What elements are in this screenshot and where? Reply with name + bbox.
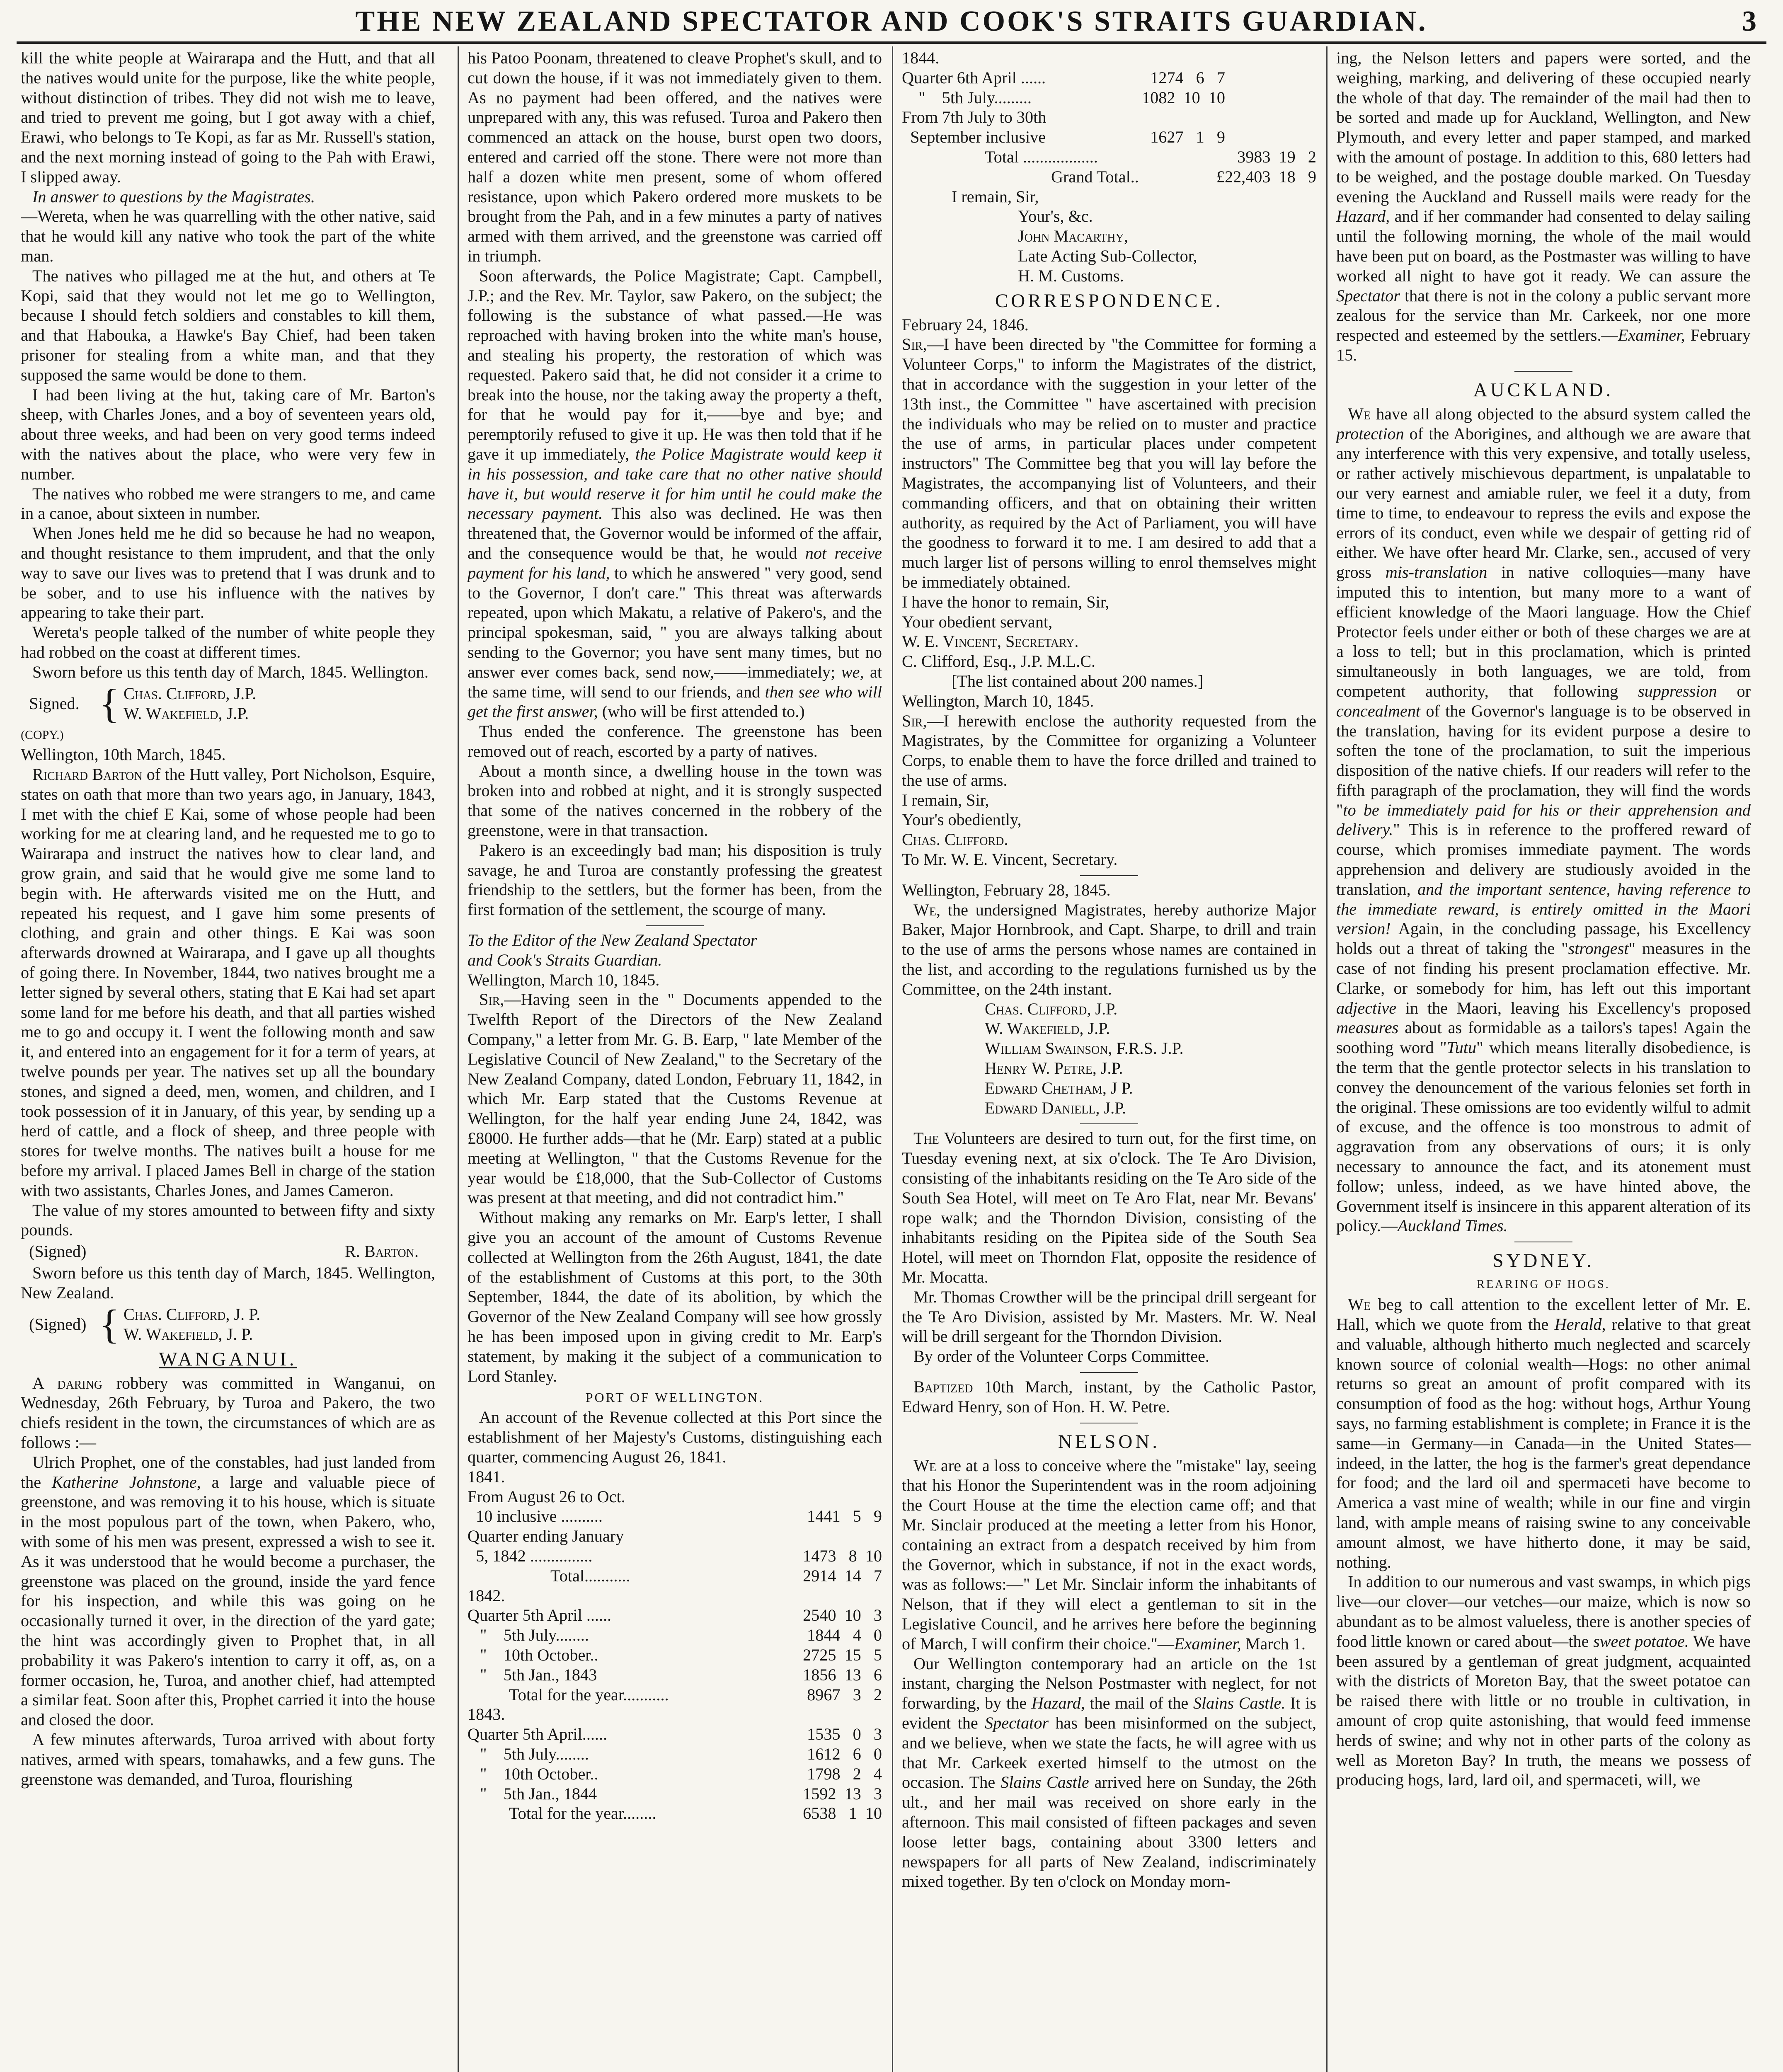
signatory: Chas. Clifford, J.P. <box>124 684 257 703</box>
letter-heading: and Cook's Straits Guardian. <box>468 950 662 969</box>
lead-in: A daring <box>32 1373 103 1392</box>
subheading: In answer to questions by the Magistrates. <box>32 187 315 206</box>
paragraph: his Patoo Poonam, threatened to cleave Prophet's skull, and to cut down the house, if it was not immediately given to them. As no payment had been offered, and the natives were unprepared with any, this was refused. Turoa and Pakero then commenced an attack on the house, burst open two doors, entered and carried off the stone. There were not more than half a dozen white men present, some of whom offered resistance, upon which Pakero ordered more muskets to be brought from the Pah, and in a few minutes a party of natives armed with them arrived, and the greenstone was carried off in triumph. <box>468 48 882 265</box>
paragraph: Thus ended the conference. The greenstone has been removed out of reach, escorted by a party of natives. <box>468 722 882 760</box>
signed-label: (Signed) <box>29 1242 87 1261</box>
source-citation: Examiner, <box>1174 1634 1241 1653</box>
section-heading: WANGANUI. <box>159 1348 297 1370</box>
divider <box>902 1367 1316 1376</box>
paragraph: kill the white people at Wairarapa and the Hutt, and that all the natives would unite for the purpose, like the white people, without distinction of tribes. They did not wish me to leave, and tried to prevent me going, but I got away with a chief, Erawi, who belongs to Te Kopi, as far as Mr. Russell's station, and the next morning instead of going to the Pah with Erawi, I slipped away. <box>21 48 435 186</box>
table-row <box>468 1506 882 1526</box>
section-heading: PORT OF WELLINGTON. <box>585 1390 764 1405</box>
lead-in: The <box>913 1129 939 1148</box>
section-heading: SYDNEY. <box>1492 1250 1594 1272</box>
signatory: Chas. Clifford. <box>902 830 1008 849</box>
paragraph: Wereta's people talked of the number of white people they had robbed on the coast at different times. <box>21 623 435 661</box>
column-rule <box>1326 46 1328 2072</box>
dateline: Wellington, 10th March, 1845. <box>21 745 226 764</box>
lead-in: We <box>1348 1295 1371 1314</box>
signed-label: (Signed) <box>29 1314 87 1334</box>
row-label: Quarter ending January <box>468 1527 624 1546</box>
year-label: 1842. <box>468 1586 505 1605</box>
paragraph: I had been living at the hut, taking care of Mr. Barton's sheep, with Charles Jones, and a boy of seventeen years old, about three weeks, and had been on very good terms indeed with the natives about the place, who were very few in number. <box>21 385 435 483</box>
letter-heading: To the Editor of the New Zealand Spectator <box>468 931 757 950</box>
column-3 <box>902 48 1316 1891</box>
total-label: Total........... <box>550 1566 630 1585</box>
paragraph: Baptized 10th March, instant, by the Catholic Pastor, Edward Henry, son of Hon. H. W. Petre. <box>902 1377 1316 1416</box>
divider <box>1336 1237 1751 1246</box>
closing: I remain, Sir, <box>952 187 1039 206</box>
signed-label: Signed. <box>29 694 80 713</box>
addressee: To Mr. W. E. Vincent, Secretary. <box>902 850 1118 869</box>
closing: I remain, Sir, <box>902 790 989 809</box>
grand-total-amount: £22,403 18 9 <box>1216 167 1316 186</box>
paragraph: The Volunteers are desired to turn out, for the first time, on Tuesday evening next, at six o'clock. The Te Aro Division, consisting of the inhabitants residing on the Te Aro side of the South Sea Hotel, will meet on Te Aro Flat, near Mr. Bevans' rope walk; and the Thorndon Division, consisting of the inhabitants residing on the Pipitea side of the South Sea Hotel, will meet on Thorndon Flat, opposite the residence of Mr. Mocatta. <box>902 1129 1316 1287</box>
brace: { <box>99 680 119 726</box>
paragraph: Pakero is an exceedingly bad man; his disposition is truly savage, he and Turoa are constantly professing the greatest friendship to the settlers, but the former has been, from the first formation of the settlement, the scourge of many. <box>468 840 882 919</box>
paragraph: A daring robbery was committed in Wanganui, on Wednesday, 26th February, by Turoa and Pakero, the two chiefs resident in the town, the circumstances of which are as follows :— <box>21 1373 435 1452</box>
row-amount: 1627 1 9 <box>1150 128 1225 147</box>
closing: Your's obediently, <box>902 810 1022 829</box>
magistrate-name: Henry W. Petre, J.P. <box>985 1059 1123 1078</box>
magistrate-name: Edward Chetham, J P. <box>985 1078 1133 1097</box>
table-row <box>902 127 1225 147</box>
source-citation: Examiner, <box>1618 326 1685 345</box>
magistrate-list <box>902 999 1316 1118</box>
signatory: W. E. Vincent, Secretary. <box>902 632 1079 651</box>
paragraph: The natives who robbed me were strangers to me, and came in a canoe, about sixteen in number. <box>21 484 435 523</box>
grand-total-row <box>902 167 1316 187</box>
signatory: John Macarthy, <box>1018 227 1128 246</box>
copy-label: (COPY.) <box>21 728 64 742</box>
total-label: Total for the year........ <box>509 1804 657 1823</box>
paragraph: By order of the Volunteer Corps Committee. <box>913 1347 1209 1366</box>
signatory-title: Late Acting Sub-Collector, <box>1018 246 1197 265</box>
year-label: 1844. <box>902 48 940 67</box>
section-heading: CORRESPONDENCE. <box>995 290 1223 312</box>
paragraph: ing, the Nelson letters and papers were sorted, and the weighing, marking, and delivering of these occupied nearly the whole of that day. The remainder of the mail had then to be sorted and made up for Auckland, Wellington, and New Plymouth, and every letter and paper stamped, and marked with the amount of postage. In addition to this, 680 letters had to be weighed, and the postage double marked. On Tuesday evening the Auckland and Russell mails were ready for the Hazard, and if her commander had consented to delay sailing until the following morning, the whole of the mail would have been put on board, as the Postmaster was willing to have worked all night to have got it ready. We can assure the Spectator that there is not in the colony a public servant more zealous for the service than Mr. Carkeek, nor one more respected and esteemed by the settlers.—Examiner, February 15. <box>1336 48 1751 364</box>
total-amount: 8967 3 2 <box>807 1685 882 1704</box>
divider <box>1336 366 1751 375</box>
dateline: Wellington, March 10, 1845. <box>902 691 1094 710</box>
paragraph: Sir,—Having seen in the " Documents appended to the Twelfth Report of the Directors of the New Zealand Company," a letter from Mr. G. B. Earp, " late Member of the Legislative Council of New Zealand," to the Secretary of the New Zealand Company, dated London, February 11, 1842, in which Mr. Earp stated that the Customs Revenue at Wellington, for the half year ending June 24, 1842, was £8000. He further adds—that he (Mr. Earp) stated at a public meeting at Wellington, " that the Customs Revenue for the year would be £18,000, that the Sub-Collector of Customs was present at that meeting, and did not contradict him." <box>468 990 882 1207</box>
table-row <box>902 88 1225 108</box>
paragraph: —Wereta, when he was quarrelling with the other native, said that he would kill any native who took the part of the white man. <box>21 207 435 265</box>
column-1 <box>21 48 435 1789</box>
section-heading: NELSON. <box>1058 1431 1160 1452</box>
lead-in: Baptized <box>913 1377 973 1396</box>
paragraph: A few minutes afterwards, Turoa arrived with about forty natives, armed with spears, tomahawks, and a few guns. The greenstone was demanded, and Turoa, flourishing <box>21 1730 435 1789</box>
row-amount: 1844 4 0 <box>807 1626 882 1645</box>
paragraph: We have all along objected to the absurd system called the protection of the Aborigines, and although we are aware that any interference with this very expensive, and totally useless, or rather actively mischievous department, is unpalatable to our very earnest and amiable ruler, we feel it a duty, from time to time, to endeavour to repress the evils and expose the errors of its conduct, even while we despair of getting rid of either. We have ofter heard Mr. Clarke, sen., accused of very gross mis-translation in native colloquies—many have imputed this to intention, but many more to a want of efficient knowledge of the Maori language. How the Chief Protector feels under either or both of these charges we are at a loss to tell; but in this proclamation, which is printed simultaneously in both languages, we are told, from competent authority, that following suppression or concealment of the Governor's language is to be observed in the translation, having for its evident purpose a desire to soften the tone of the proclamation, to suit the imperious disposition of the native chiefs. If our readers will refer to the fifth paragraph of the proclamation, they will find the words "to be immediately paid for his or their apprehension and delivery." This is in reference to the proffered reward of course, which promises immediate payment. The words apprehension and delivery are studiously avoided in the translation, and the important sentence, having reference to the immediate reward, is entirely omitted in the Maori version! Again, in the concluding passage, his Excellency holds out a threat of taking the "strongest" measures in the case of not finding his present proclamation effective. Mr. Clarke, or somebody for him, has left out this important adjective in the Maori, leaving his Excellency's proposed measures about as formidable as a tailors's tapes! Again the soothing word "Tutu" which means literally disobedience, is the term that the gentle protector selects in his translation to convey the denouncement of the various felonies set forth in the original. These omissions are too evidently wilful to admit of excuse, and the offence is too monstrous to admit of aggravation from any observations of ours; it is only necessary to announce the fact, and its atonement must follow; unless, indeed, as we have hinted above, the Government itself is insincere in this apparent alteration of its policy.—Auckland Times. <box>1336 404 1751 1235</box>
divider <box>902 1118 1316 1128</box>
row-amount: 1473 8 10 <box>803 1546 882 1565</box>
magistrate-name: William Swainson, F.R.S. J.P. <box>985 1039 1184 1058</box>
divider <box>468 920 882 929</box>
row-label: " 5th Jan., 1844 <box>468 1784 597 1803</box>
row-label: " 10th October.. <box>468 1645 598 1664</box>
total-row <box>468 1566 882 1586</box>
signatory: R. Barton. <box>344 1242 419 1261</box>
lead-in: We <box>1348 404 1371 423</box>
table-row <box>468 1625 882 1645</box>
row-label: " 5th July......... <box>902 88 1032 107</box>
row-amount: 1082 10 10 <box>1142 88 1225 107</box>
row-label: From 7th July to 30th <box>902 108 1047 127</box>
paragraph: Sworn before us this tenth day of March, 1845. Wellington. <box>32 662 429 681</box>
total-label: Total for the year........... <box>509 1685 669 1704</box>
total-amount: 6538 1 10 <box>803 1804 882 1823</box>
row-label: September inclusive <box>902 128 1046 147</box>
column-rule <box>458 46 459 2072</box>
paragraph: Sworn before us this tenth day of March, 1845. Wellington, New Zealand. <box>21 1264 435 1302</box>
signature-block <box>21 680 435 726</box>
paragraph: The natives who pillaged me at the hut, and others at Te Kopi, said that they would not let me go to Wellington, because I should fetch soldiers and constables to kill them, and that Habouka, a Hawke's Bay Chief, had been taken prisoner for stealing from a white man, and that they supposed the same would be done to them. <box>21 266 435 384</box>
brace: { <box>99 1301 119 1347</box>
column-2 <box>468 48 882 1823</box>
row-label: Quarter 5th April...... <box>468 1725 608 1744</box>
paragraph: We are at a loss to conceive where the "mistake" lay, seeing that his Honor the Superintendent was in the room adjoining the Court House at the time the election came off; and that Mr. Sinclair produced at the meeting a letter from his Honor, containing an extract from a despatch received by him from the Governor, which in substance, if not in the exact words, was as follows:—" Let Mr. Sinclair inform the inhabitants of Nelson, that if they will elect a gentleman to sit in the Legislative Council, and he arrives here before the beginning of March, I will confirm their choice."—Examiner, March 1. <box>902 1456 1316 1653</box>
paragraph: An account of the Revenue collected at this Port since the establishment of her Majesty's Customs, distinguishing each quarter, commencing August 26, 1841. <box>468 1408 882 1466</box>
year-label: 1841. <box>468 1467 505 1486</box>
table-row <box>468 1744 882 1764</box>
paragraph: Sir,—I have been directed by "the Committee for forming a Volunteer Corps," to inform the Magistrates of the district, that in accordance with the suggestion in your letter of the 13th inst., the Committee " have ascertained with precision the individuals who may be relied on to muster and practice the use of arms, in particular places under competent instructors" The Committee beg that you will lay before the Magistrates, the accompanying list of Volunteers, and their commanding officers, and that on obtaining their written authority, as required by the Act of Parliament, you will have the goodness to forward it to me. I am desired to add that a much larger list of persons willing to enrol themselves might be immediately obtained. <box>902 335 1316 591</box>
paragraph: Our Wellington contemporary had an article on the 1st instant, charging the Nelson Postmaster with neglect, for not forwarding, by the Hazard, the mail of the Slains Castle. It is evident the Spectator has been misinformed on the subject, and we believe, when we state the facts, he will agree with us that Mr. Carkeek exerted himself to the utmost on the occasion. The Slains Castle arrived here on Sunday, the 26th ult., and her mail was received on shore early in the afternoon. This mail consisted of fifteen packages and seven loose letter bags, containing about 3300 letters and newspapers for all parts of New Zealand, indiscriminately mixed together. By ten o'clock on Monday morn- <box>902 1654 1316 1891</box>
section-heading: AUCKLAND. <box>1473 379 1614 401</box>
paragraph: Mr. Thomas Crowther will be the principal drill sergeant for the Te Aro Division, assisted by Mr. Masters. Mr. W. Neal will be drill sergeant for the Thorndon Division. <box>902 1287 1316 1346</box>
page-number: 3 <box>1742 5 1756 37</box>
table-row <box>468 1605 882 1625</box>
signatory-title: H. M. Customs. <box>1018 266 1124 285</box>
dateline: Wellington, March 10, 1845. <box>468 970 660 989</box>
row-amount: 1612 6 0 <box>807 1744 882 1763</box>
paragraph: We beg to call attention to the excellent letter of Mr. E. Hall, which we quote from the Herald, relative to that great and valuable, although hitherto much neglected and scarcely known source of colonial wealth—Hogs: no other animal returns so great an amount of profit compared with its consumption of food as the hog: without hogs, Arthur Young says, no farming establishment is complete; in France it is the same—in Germany—in Canada—in the United States—indeed, in the latter, the hog is the farmer's great dependance for food; and the lard oil and spermaceti have become to America a vast mine of wealth; while in our fine and virgin land, with ample means of raising swine to any conceivable amount almost, we have hitherto done, it may be said, nothing. <box>1336 1295 1751 1571</box>
paragraph: Sir,—I herewith enclose the authority requested from the Magistrates, by the Committee for organizing a Volunteer Corps, to enable them to have the force drilled and trained to the use of arms. <box>902 711 1316 789</box>
revenue-table-1843 <box>468 1724 882 1803</box>
table-row <box>468 1645 882 1665</box>
total-row <box>468 1685 882 1705</box>
note: [The list contained about 200 names.] <box>952 671 1204 690</box>
row-amount: 1856 13 6 <box>803 1665 882 1684</box>
table-row <box>468 1724 882 1744</box>
signatory: W. Wakefield, J.P. <box>124 704 249 723</box>
row-label: Quarter 5th April ...... <box>468 1606 612 1625</box>
masthead-title: THE NEW ZEALAND SPECTATOR AND COOK'S STRAITS GUARDIAN. <box>355 5 1428 37</box>
paragraph: Without making any remarks on Mr. Earp's letter, I shall give you an account of the amount of Customs Revenue collected at Wellington from the 26th August, 1841, the date of the establishment of Customs at this port, to the 30th September, 1844, the date of its abolition, by which the Governor of the New Zealand Company will see how grossly he has been imposed upon in giving credit to Mr. Earp's statement, by making it the subject of a communication to Lord Stanley. <box>468 1208 882 1385</box>
row-amount: 2540 10 3 <box>803 1606 882 1625</box>
row-label: " 10th October.. <box>468 1764 598 1783</box>
source-citation: Auckland Times. <box>1398 1216 1508 1235</box>
closing: Your's, &c. <box>1018 207 1093 226</box>
table-row <box>468 1665 882 1685</box>
signatory: Chas. Clifford, J. P. <box>124 1305 261 1324</box>
magistrate-name: W. Wakefield, J.P. <box>985 1019 1110 1038</box>
lead-in: Sir, <box>479 990 504 1009</box>
table-row <box>902 68 1225 88</box>
dateline: February 24, 1846. <box>902 315 1029 334</box>
total-amount: 2914 14 7 <box>803 1566 882 1585</box>
subheading: REARING OF HOGS. <box>1477 1278 1610 1291</box>
lead-in: We, <box>913 900 941 919</box>
total-row <box>902 147 1316 167</box>
table-row <box>468 1784 882 1804</box>
column-rule <box>892 46 893 2072</box>
paragraph: When Jones held me he did so because he had no weapon, and thought resistance to them imprudent, and that the only way to save our lives was to pretend that I was drunk and to be sober, and to use his influence with the natives by appearing to take their part. <box>21 524 435 622</box>
magistrate-name: Chas. Clifford, J.P. <box>985 999 1118 1018</box>
grand-total-label: Grand Total.. <box>1051 167 1139 186</box>
lead-in: Sir, <box>902 335 927 354</box>
row-label: 5, 1842 ............... <box>468 1546 593 1565</box>
row-label: From August 26 to Oct. <box>468 1487 625 1506</box>
table-row <box>468 1526 882 1546</box>
revenue-table-1841 <box>468 1487 882 1566</box>
row-label: " 5th Jan., 1843 <box>468 1665 597 1684</box>
paragraph: Soon afterwards, the Police Magistrate; Capt. Campbell, J.P.; and the Rev. Mr. Taylor, saw Pakero, on the subject; the following is the substance of what passed.—He was reproached with having broken into the white man's house, and stealing his property, the restoration of which was requested. Pakero said that, he did not consider it a crime to break into the house, nor the taking away the property a theft, for that he would pay for it,——bye and bye; and peremptorily refused to give it up. He was then told that if he gave it up immediately, the Police Magistrate would keep it in his possession, and take care that no other native should have it, but would reserve it for him until he could make the necessary payment. This also was declined. He was then threatened that, the Governor would be informed of the affair, and the consequence would be that, he would not receive payment for his land, to which he answered " very good, send to the Governor, I don't care." This threat was afterwards repeated, upon which Makatu, a relative of Pakero's, and the principal spokesman, said, " you are always talking about sending to the Governor; you have sent many times, but no answer ever comes back, send now,——immediately; we, at the same time, will send to our friends, and then see who will get the first answer, (who will be first attended to.) <box>468 266 882 721</box>
row-amount: 1441 5 9 <box>807 1507 882 1526</box>
row-amount: 1592 13 3 <box>803 1784 882 1803</box>
signature-line <box>21 1242 435 1261</box>
table-row <box>468 1546 882 1566</box>
row-amount: 1798 2 4 <box>807 1764 882 1783</box>
total-amount: 3983 19 2 <box>1237 147 1316 166</box>
lead-in: Richard Barton <box>32 765 143 784</box>
signatory: W. Wakefield, J. P. <box>124 1324 253 1343</box>
table-row <box>902 107 1225 127</box>
divider <box>902 870 1316 879</box>
magistrate-name: Edward Daniell, J.P. <box>985 1098 1126 1117</box>
paragraph <box>21 187 435 207</box>
paragraph: The value of my stores amounted to between fifty and sixty pounds. <box>21 1201 435 1239</box>
masthead <box>17 2 1766 41</box>
closing: Your obedient servant, <box>902 612 1053 631</box>
paragraph: We, the undersigned Magistrates, hereby authorize Major Baker, Major Hornbrook, and Capt. Sharpe, to drill and train to the use of arms the persons whose names are contained in the list, and according to the regulations furnished us by the Committee, on the 24th instant. <box>902 900 1316 998</box>
lead-in: Sir, <box>902 711 927 730</box>
masthead-rule <box>17 41 1766 44</box>
row-label: " 5th July........ <box>468 1626 589 1645</box>
closing: I have the honor to remain, Sir, <box>902 592 1110 611</box>
year-label: 1843. <box>468 1705 505 1724</box>
row-amount: 1535 0 3 <box>807 1725 882 1744</box>
total-label: Total .................. <box>985 147 1098 166</box>
ship-name: Katherine Johnstone, <box>52 1472 201 1491</box>
row-amount: 1274 6 7 <box>1150 68 1225 87</box>
table-row <box>468 1764 882 1784</box>
total-row <box>468 1803 882 1823</box>
dateline: Wellington, February 28, 1845. <box>902 880 1111 899</box>
paragraph: About a month since, a dwelling house in the town was broken into and robbed at night, and it is strongly suspected that some of the natives concerned in the robbery of the greenstone, were in that transaction. <box>468 761 882 840</box>
divider <box>902 1418 1316 1427</box>
lead-in: We <box>913 1456 937 1475</box>
row-amount: 2725 15 5 <box>803 1645 882 1664</box>
addressee: C. Clifford, Esq., J.P. M.L.C. <box>902 652 1096 671</box>
revenue-table-1842 <box>468 1605 882 1685</box>
table-row <box>468 1487 882 1507</box>
signature-block <box>21 1301 435 1347</box>
row-label: " 5th July........ <box>468 1744 589 1763</box>
revenue-table-1844 <box>902 68 1316 147</box>
paragraph: Ulrich Prophet, one of the constables, had just landed from the Katherine Johnstone, a large and valuable piece of greenstone, and was removing it to his house, which is situate in the most populous part of the town, when Pakero, who, with some of his men was present, expressed a wish to see it. As it was understood that he would become a purchaser, the greenstone was placed on the ground, inside the yard fence for his inspection, and while this was going on he occasionally turned it over, in the direction of the yard gate; the hint was accordingly given to Prophet that, in all probability it was Pakero's intention to carry it off, as, on a former occasion, he, Turoa, and another chief, had attempted a similar feat. Soon after this, Prophet carried it into the house and closed the door. <box>21 1452 435 1729</box>
row-label: Quarter 6th April ...... <box>902 68 1046 87</box>
row-label: 10 inclusive .......... <box>468 1507 603 1526</box>
column-4 <box>1336 48 1751 1790</box>
paragraph: In addition to our numerous and vast swamps, in which pigs live—our clover—our vetches—our maize, which is now so abundant as to be almost valueless, there is another species of food little known or cared about—the sweet potatoe. We have been assured by a gentleman of great judgment, acquainted with the districts of Moreton Bay, that the sweet potatoe can be raised there with little or no trouble in cultivation, in amount of crop quite astonishing, that would feed immense herds of swine; and why not in other parts of the colony as well as Moreton Bay? In truth, the means we possess of producing hogs, lard, lard oil, and spermaceti, will, we <box>1336 1572 1751 1789</box>
paragraph: Richard Barton of the Hutt valley, Port Nicholson, Esquire, states on oath that more than two years ago, in January, 1843, I met with the chief E Kai, some of whose people had been working for me at clearing land, and he requested me to go to Wairarapa and instruct the natives how to clear land, and grow grain, and said that he would give me some land to begin with. He afterwards visited me on the Hutt, and repeated his request, and I gave him some presents of clothing, and grain and other things. E Kai was soon afterwards drowned at Wairarapa, and I gave up all thoughts of going there. In November, 1844, two natives brought me a letter signed by several others, stating that E Kai had set apart some land for me before his death, and that all parties wished me to go and occupy it. I went the following month and saw it, and entered into an engagement for it for a term of years, at twelve pounds per year. The natives set up all the boundary stones, and signed a deed, men, women, and children, and I took possession of it in January, of this year, by sending up a herd of cattle, and a flock of sheep, and three people with stores for twelve months. The natives built a house for me before my arrival. I placed James Bell in charge of the station with two assistants, Charles Jones, and James Cameron. <box>21 765 435 1200</box>
